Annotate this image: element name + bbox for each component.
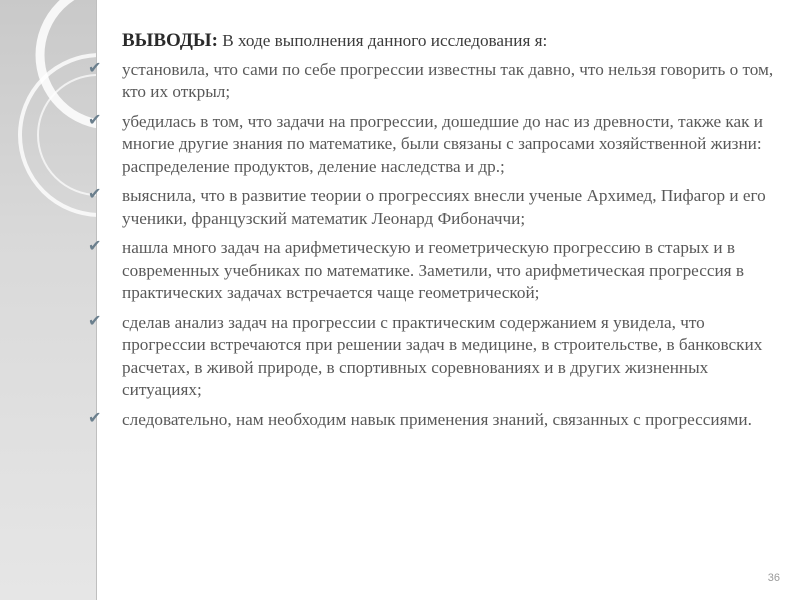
check-icon: ✔ — [88, 109, 102, 129]
slide-heading — [118, 30, 778, 53]
decorative-circles — [0, 0, 96, 600]
check-icon: ✔ — [88, 407, 102, 427]
list-item: ✔ выяснила, что в развитие теории о прогрессиях внесли ученые Архимед, Пифагор и его ученики, французский математик Леонард Фибоначчи; — [88, 184, 766, 228]
heading-intro: В ходе выполнения данного исследования я: — [217, 31, 548, 50]
panel-divider — [96, 0, 97, 600]
page-number: 36 — [767, 572, 780, 584]
list-item: ✔ следовательно, нам необходим навык применения знаний, связанных с прогрессиями. — [88, 407, 752, 429]
conclusions-list — [88, 57, 778, 432]
list-item: ✔ сделав анализ задач на прогрессии с практическим содержанием я увидела, что прогрессии встречаются при решении задач в медицине, в строительстве, в банковских расчетах, в живой природе, в спортивных соревнованиях и в других жизненных ситуациях; — [88, 310, 763, 399]
check-icon: ✔ — [88, 57, 102, 77]
check-icon: ✔ — [88, 184, 102, 203]
heading-title: ВЫВОДЫ: — [122, 30, 218, 51]
check-icon: ✔ — [88, 310, 102, 330]
list-item: ✔ установила, что сами по себе прогрессии известны так давно, что нельзя говорить о том, кто их открыл; — [88, 57, 774, 101]
list-item: ✔ убедилась в том, что задачи на прогрессии, дошедшие до нас из древности, также как и многие другие знания по математике, были связаны с запросами хозяйственной жизни: распределение продуктов, деление наследства и др.; — [88, 109, 763, 176]
check-icon: ✔ — [88, 236, 102, 255]
list-item: ✔ нашла много задач на арифметическую и геометрическую прогрессию в старых и в современных учебниках по математике. Заметили, что арифметическая прогрессия в практических задачах встречается чаще геометрической; — [88, 236, 745, 302]
slide-content — [88, 30, 778, 438]
decorative-side-panel — [0, 0, 96, 600]
